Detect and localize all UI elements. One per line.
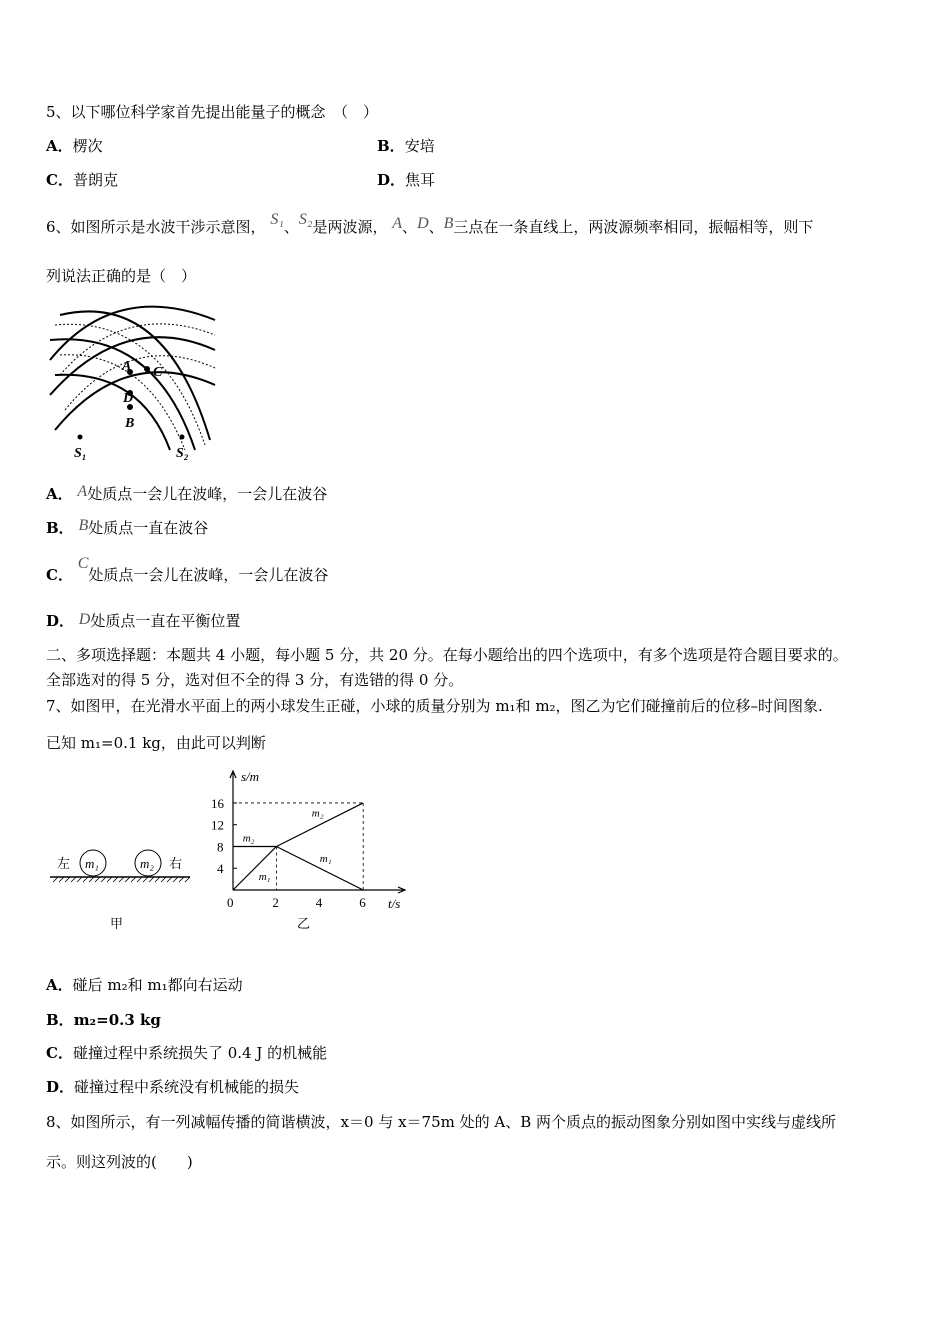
var-s2: S₂ <box>298 211 313 228</box>
x-tick-label: 2 <box>272 895 279 910</box>
option-key: B． <box>377 137 405 155</box>
option-text: 普朗克 <box>72 171 118 189</box>
q6-stem-cont: 列说法正确的是（ ） <box>46 267 197 285</box>
q7-option-c <box>46 1043 327 1063</box>
option-key: A． <box>46 137 73 155</box>
label-m1: m₁ <box>85 856 99 871</box>
q5-stem: 5、以下哪位科学家首先提出能量子的概念 （ ） <box>46 103 379 121</box>
q5-option-d <box>377 170 435 190</box>
label-c: C <box>153 365 163 380</box>
option-text: 处质点一会儿在波峰，一会儿在波谷 <box>87 485 328 503</box>
series-line <box>233 846 276 890</box>
stem-text: 6、如图所示是水波干涉示意图， <box>46 218 266 236</box>
var-d: D <box>417 215 429 232</box>
var-b: B <box>443 215 454 232</box>
option-key: B． <box>46 1011 74 1029</box>
q6-option-d <box>46 611 240 632</box>
option-text: m₂=0.3 kg <box>73 1011 161 1029</box>
q8-stem-cont: 示。则这列波的( ) <box>46 1153 193 1171</box>
option-var: A <box>77 483 88 500</box>
x-tick-label: 6 <box>359 895 366 910</box>
y-tick-label: 8 <box>217 839 224 855</box>
label-left: 左 <box>57 856 71 871</box>
series-label: m₁ <box>258 871 271 884</box>
source-s1 <box>78 435 83 440</box>
stem-text: 是两波源， <box>312 218 388 236</box>
q7-option-a <box>46 975 243 995</box>
section2-line2: 全部选对的得 5 分，选对但不全的得 3 分，有选错的得 0 分。 <box>46 671 464 689</box>
y-tick-label: 4 <box>217 861 224 877</box>
q5-option-c <box>46 170 118 190</box>
option-var: C <box>77 555 89 572</box>
var-a: A <box>392 215 403 232</box>
series-label: m₂ <box>242 832 255 845</box>
x-tick-label: 4 <box>315 895 323 910</box>
option-key: C． <box>46 1044 73 1062</box>
option-var: B <box>78 517 89 534</box>
label-d: D <box>123 391 134 406</box>
x-axis-label: t/s <box>388 896 401 911</box>
wave-interference-figure <box>45 300 225 470</box>
sep: 、 <box>428 218 444 236</box>
q5-option-b <box>377 136 435 156</box>
q7-option-b <box>46 1010 161 1030</box>
label-a: A <box>122 359 132 374</box>
q6-option-a <box>46 484 327 505</box>
section2-line1: 二、多项选择题：本题共 4 小题，每小题 5 分，共 20 分。在每小题给出的四个选项中，有多个选项是符合题目要求的。 <box>46 646 848 664</box>
q7-stem: 7、如图甲，在光滑水平面上的两小球发生正碰，小球的质量分别为 m₁和 m₂，图乙为它们碰撞前后的位移–时间图象. <box>46 697 823 715</box>
option-var: D <box>78 611 91 628</box>
stem-text: 三点在一条直线上，两波源频率相同，振幅相等，则下 <box>453 218 814 236</box>
option-key: D． <box>377 171 406 189</box>
option-key: C． <box>46 566 73 584</box>
q7-stem-cont: 已知 m₁=0.1 kg，由此可以判断 <box>46 734 266 752</box>
x-tick-label: 0 <box>227 895 234 910</box>
option-text: 处质点一会儿在波峰，一会儿在波谷 <box>88 566 329 584</box>
option-key: B． <box>46 519 74 537</box>
option-key: D． <box>46 1078 75 1096</box>
series-label: m₂ <box>311 807 324 820</box>
series-label: m₁ <box>319 853 332 866</box>
label-s2: S₂ <box>176 446 189 461</box>
option-text: 碰撞过程中系统损失了 0.4 J 的机械能 <box>72 1044 328 1062</box>
chart-caption: 乙 <box>297 916 311 931</box>
q8-stem: 8、如图所示，有一列减幅传播的简谐横波，x＝0 与 x＝75m 处的 A、B 两个质点的振动图象分别如图中实线与虚线所 <box>46 1113 837 1131</box>
label-right: 右 <box>169 856 183 871</box>
y-axis-label: s/m <box>241 769 260 784</box>
label-b: B <box>125 416 135 431</box>
option-text: 安培 <box>404 137 435 155</box>
q5-option-a <box>46 136 103 156</box>
option-key: D． <box>46 612 75 630</box>
y-tick-label: 16 <box>211 795 224 811</box>
q6-option-b <box>46 518 208 539</box>
var-s1: S₁ <box>270 211 284 228</box>
point-c <box>144 366 150 372</box>
q6-stem <box>46 211 814 238</box>
caption-jia: 甲 <box>110 916 124 931</box>
option-key: C． <box>46 171 73 189</box>
option-text: 碰后 m₂和 m₁都向右运动 <box>72 976 243 994</box>
figure-jia <box>45 840 195 935</box>
label-m2: m₂ <box>140 856 154 871</box>
q7-option-d <box>46 1077 299 1097</box>
y-tick-label: 12 <box>211 817 224 833</box>
option-text: 处质点一直在波谷 <box>88 519 209 537</box>
option-text: 焦耳 <box>405 171 436 189</box>
sep: 、 <box>283 218 299 236</box>
option-key: A． <box>46 485 73 503</box>
option-key: A． <box>46 976 73 994</box>
option-text: 碰撞过程中系统没有机械能的损失 <box>74 1078 300 1096</box>
option-text: 楞次 <box>72 137 103 155</box>
source-s2 <box>180 435 185 440</box>
q6-option-c <box>46 555 329 586</box>
option-text: 处质点一直在平衡位置 <box>90 612 241 630</box>
label-s1: S₁ <box>74 446 87 461</box>
sep: 、 <box>402 218 418 236</box>
st-chart <box>205 765 415 935</box>
